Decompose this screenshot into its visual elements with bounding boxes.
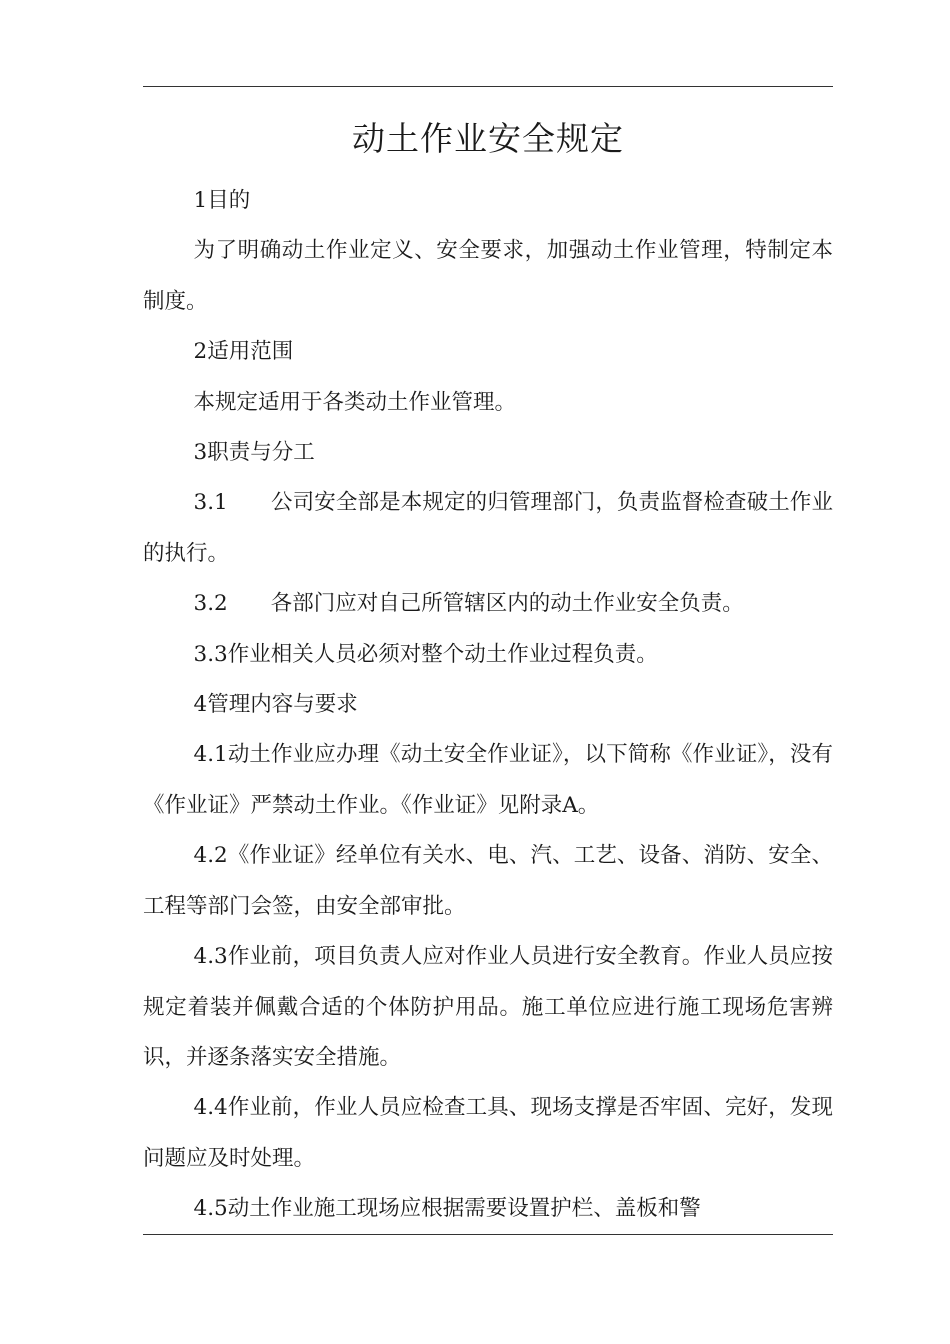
- document-title: 动土作业安全规定: [352, 119, 624, 158]
- paragraph-purpose: 为了明确动土作业定义、安全要求，加强动土作业管理，特制定本制度。: [143, 238, 833, 314]
- paragraph-4-5: 4.5动土作业施工现场应根据需要设置护栏、盖板和警: [193, 1196, 701, 1222]
- section-heading-requirements: 4管理内容与要求: [193, 692, 358, 718]
- section-heading-purpose: 1目的: [193, 188, 251, 213]
- section-heading-responsibilities: 3职责与分工: [193, 440, 315, 466]
- paragraph-4-1: 4.1动土作业应办理《动土安全作业证》，以下简称《作业证》，没有《作业证》严禁动土作业。《作业证》见附录A。: [143, 742, 833, 818]
- section-heading-scope: 2适用范围: [193, 339, 294, 365]
- paragraph-4-3: 4.3作业前，项目负责人应对作业人员进行安全教育。作业人员应按规定着装并佩戴合适的个体防护用品。施工单位应进行施工现场危害辨识，并逐条落实安全措施。: [143, 944, 833, 1070]
- document-body: [143, 176, 833, 1235]
- paragraph-3-2: 3.2 各部门应对自己所管辖区内的动土作业安全负责。: [193, 591, 744, 617]
- paragraph-3-3: 3.3作业相关人员必须对整个动土作业过程负责。: [193, 641, 658, 667]
- paragraph-scope: 本规定适用于各类动土作业管理。: [193, 389, 517, 415]
- paragraph-4-4: 4.4作业前，作业人员应检查工具、现场支撑是否牢固、完好，发现问题应及时处理。: [143, 1095, 833, 1171]
- header-rule: [143, 86, 833, 87]
- paragraph-4-2: 4.2《作业证》经单位有关水、电、汽、工艺、设备、消防、安全、工程等部门会签，由安全部审批。: [143, 843, 833, 919]
- footer-rule: [143, 1234, 833, 1235]
- paragraph-3-1: 3.1 公司安全部是本规定的归管理部门，负责监督检查破土作业的执行。: [143, 490, 833, 566]
